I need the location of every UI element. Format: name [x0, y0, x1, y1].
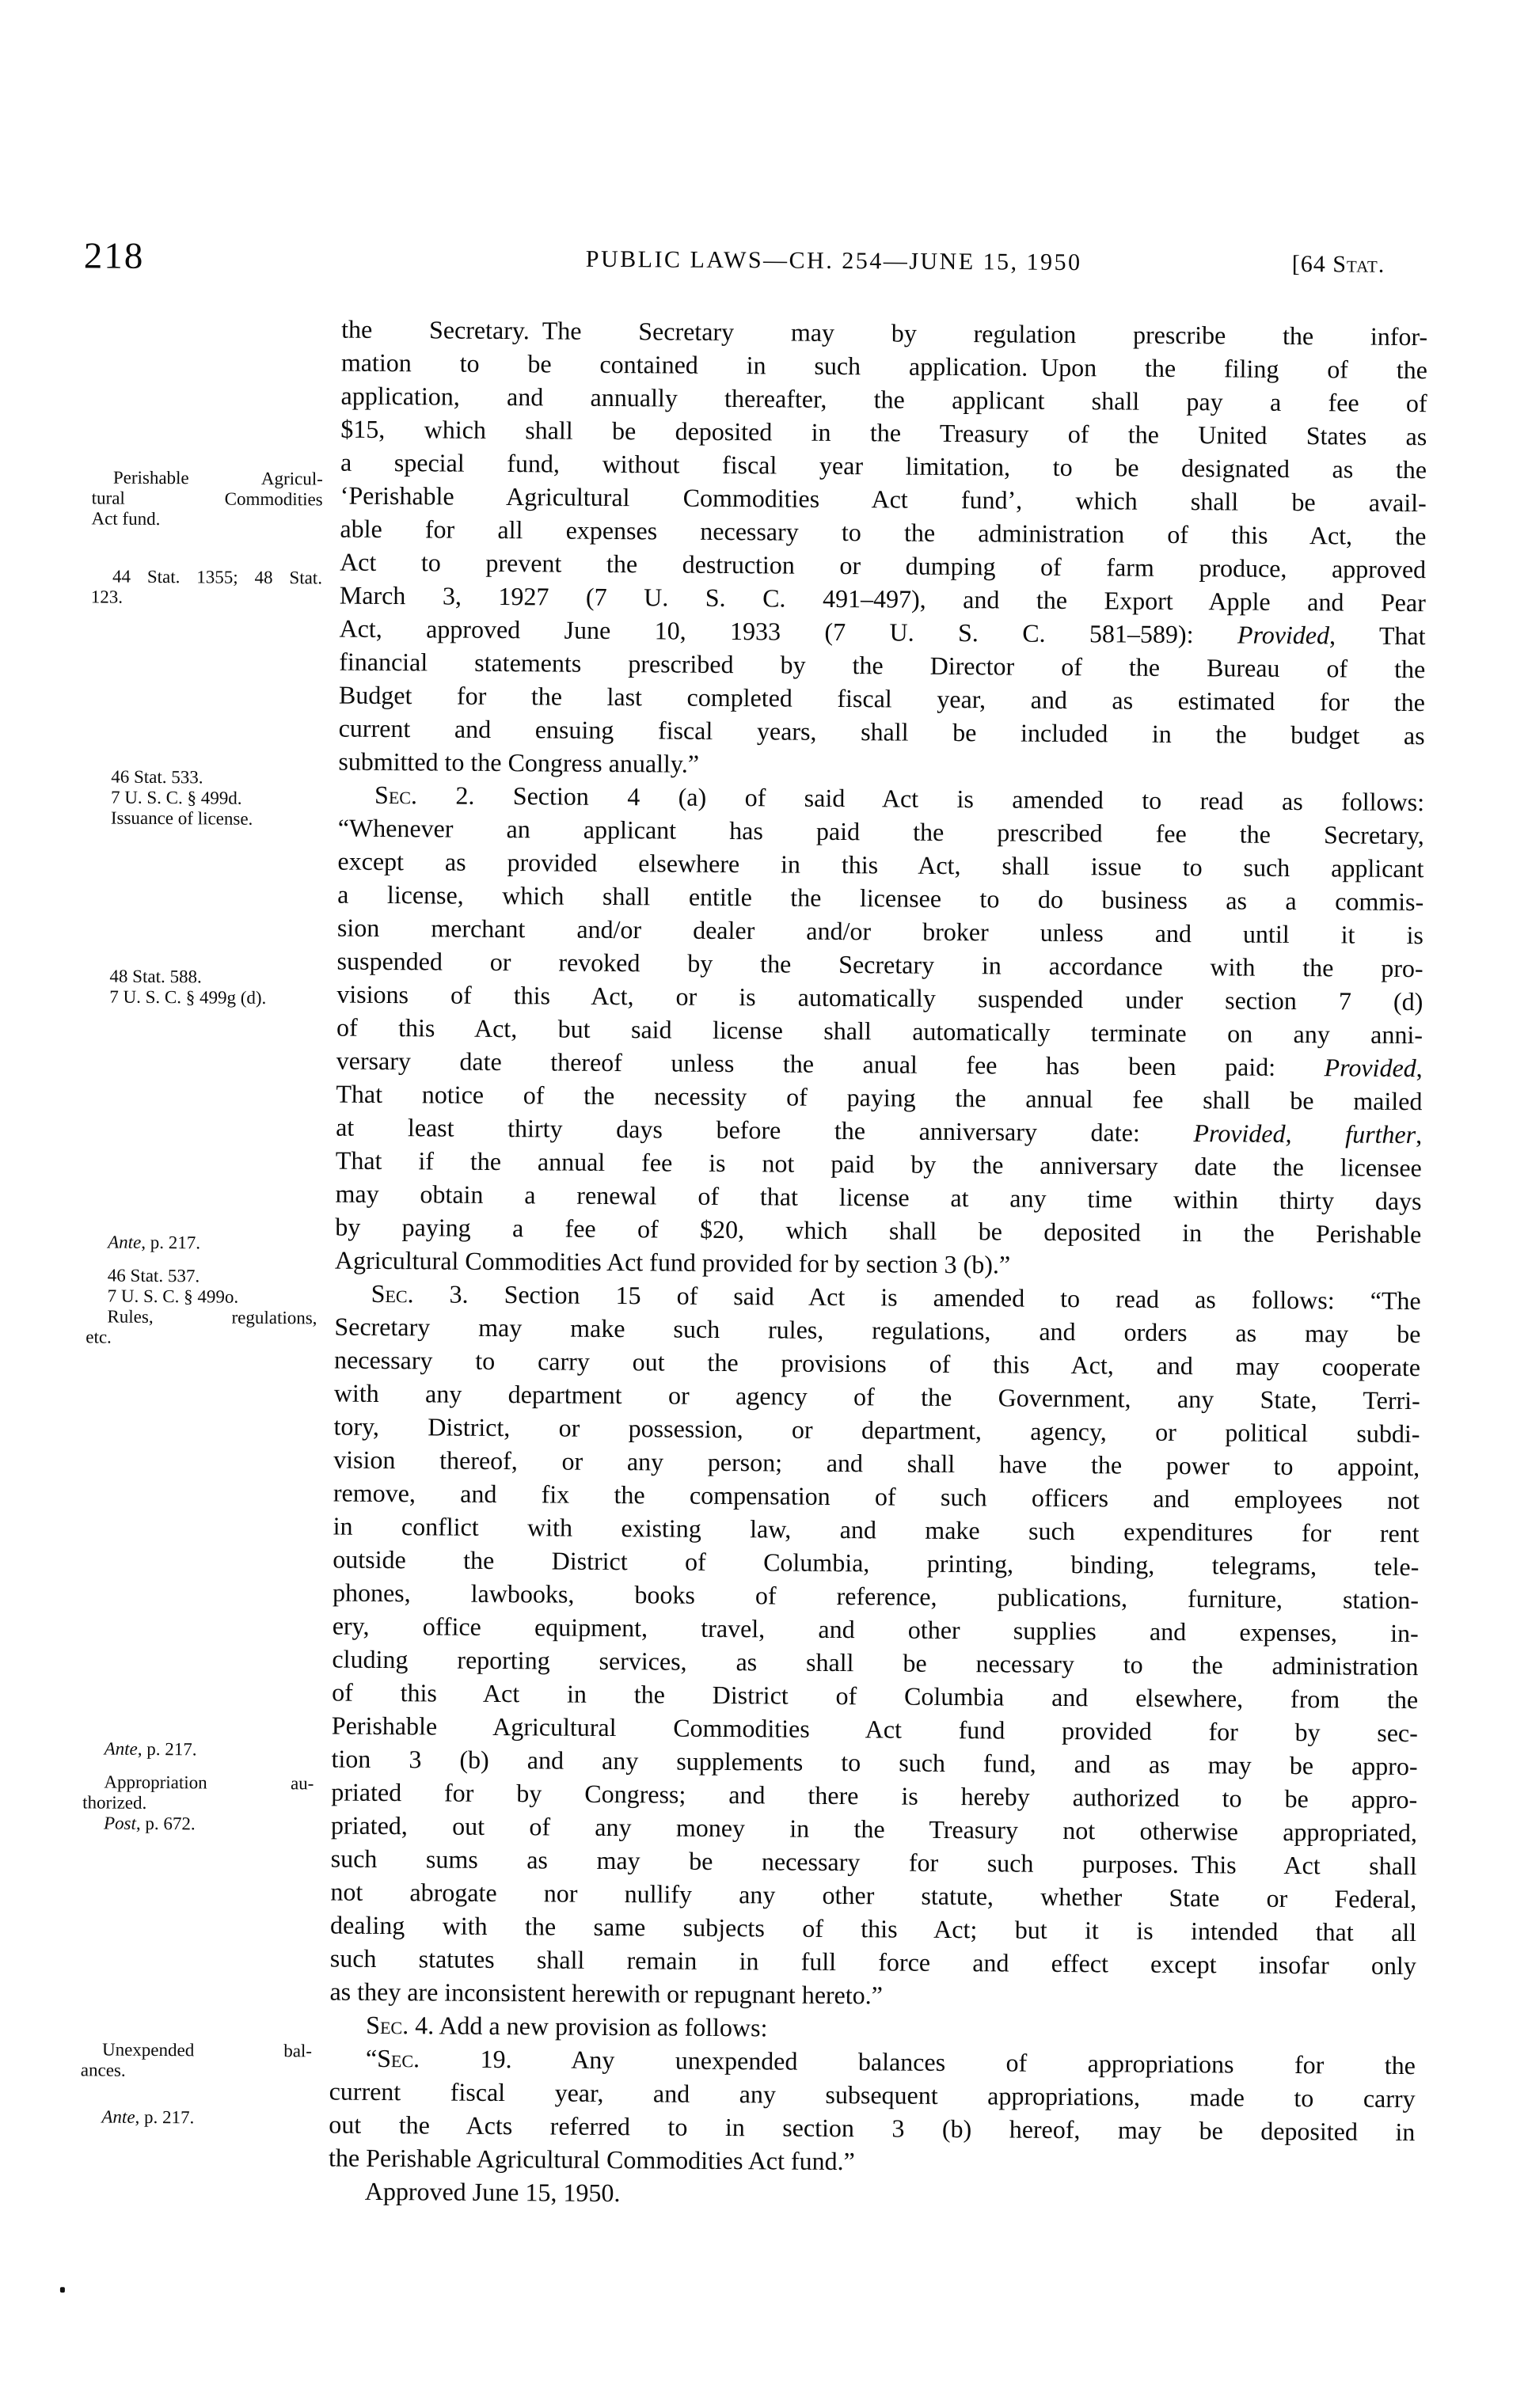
- margin-note-line: [82, 1792, 314, 1814]
- text-segment: tural Commodities: [91, 488, 323, 510]
- italic-text: Ante: [101, 2106, 135, 2127]
- text-segment: thorized.: [82, 1792, 147, 1813]
- text-segment: application, and annually thereafter, the applicant shall pay a fee of: [340, 381, 1427, 418]
- small-caps-text: Sec.: [371, 1278, 414, 1308]
- text-segment: may obtain a renewal of that license at any time within thirty days: [335, 1179, 1422, 1216]
- margin-note-line: [82, 1772, 314, 1794]
- text-segment: 123.: [90, 587, 124, 607]
- margin-note: [86, 1265, 317, 1349]
- small-caps-text: Sec.: [366, 2010, 409, 2040]
- margin-note-line: [83, 1738, 314, 1760]
- text-segment: able for all expenses necessary to the administration of this Act, the: [340, 514, 1427, 551]
- margin-note-line: [81, 2039, 312, 2061]
- margin-note-line: [86, 1265, 317, 1287]
- text-segment: Approved June 15, 1950.: [364, 2176, 621, 2208]
- text-segment: Act fund.: [91, 508, 161, 530]
- margin-note-line: [89, 766, 321, 788]
- text-segment: That notice of the necessity of paying the annual fee shall be mailed: [336, 1079, 1423, 1116]
- text-segment: priated for by Congress; and there is hereby authorized to be appro-: [331, 1777, 1418, 1814]
- margin-note: [91, 566, 322, 609]
- text-segment: tion 3 (b) and any supplements to such fund, and as may be appro-: [331, 1744, 1418, 1781]
- text-segment: Act, approved June 10, 1933 (7 U. S. C. 581–589):: [339, 613, 1238, 649]
- text-segment: of this Act, but said license shall automatically terminate on any anni-: [336, 1012, 1423, 1050]
- margin-note: [82, 1813, 314, 1835]
- text-segment: out the Acts referred to in section 3 (b) hereof, may be deposited in: [329, 2110, 1416, 2147]
- margin-note-line: [92, 467, 323, 489]
- margin-note: [89, 766, 321, 830]
- italic-text: Post: [103, 1813, 136, 1833]
- scan-artifact-speck: [60, 2287, 65, 2292]
- margin-note: [83, 1738, 314, 1760]
- text-segment: versary date thereof unless the anual fee has been paid:: [336, 1046, 1325, 1082]
- margin-note-line: [86, 1232, 317, 1254]
- text-segment: ,: [1416, 1054, 1423, 1083]
- page-number: 218: [83, 235, 145, 277]
- text-segment: $15, which shall be deposited in the Treasury of the United States as: [340, 414, 1427, 451]
- text-segment: 3. Section 15 of said Act is amended to read as follows: “The: [413, 1279, 1421, 1316]
- small-caps-text: Sec.: [377, 2043, 420, 2073]
- text-segment: 7 U. S. C. § 499o.: [107, 1286, 239, 1307]
- text-segment: “: [365, 2043, 378, 2072]
- text-segment: the Secretary. The Secretary may by regulation prescribe the infor-: [341, 314, 1428, 351]
- text-segment: Agricultural Commodities Act fund provided for by section 3 (b).”: [334, 1245, 1011, 1279]
- text-segment: of this Act in the District of Columbia and elsewhere, from the: [332, 1677, 1419, 1715]
- text-segment: 44 Stat. 1355; 48 Stat.: [112, 566, 323, 588]
- margin-note-line: [86, 1306, 317, 1328]
- text-segment: ,: [1416, 1120, 1423, 1149]
- text-segment: tory, District, or possession, or department, agency, or political subdi-: [333, 1411, 1420, 1449]
- text-segment: Issuance of license.: [110, 807, 253, 829]
- text-segment: phones, lawbooks, books of reference, publications, furniture, station-: [332, 1578, 1420, 1615]
- text-segment: outside the District of Columbia, printing, binding, telegrams, tele-: [333, 1544, 1420, 1582]
- text-segment: , p. 217.: [137, 1738, 197, 1760]
- italic-text: Provided: [1237, 620, 1330, 650]
- text-segment: ery, office equipment, travel, and other supplies and expenses, in-: [332, 1611, 1419, 1648]
- margin-note: [91, 467, 323, 530]
- text-segment: 48 Stat. 588.: [109, 966, 202, 987]
- text-segment: 46 Stat. 533.: [111, 766, 203, 788]
- margin-note: [82, 1772, 314, 1814]
- text-segment: the Perishable Agricultural Commodities Act fund.”: [328, 2143, 855, 2176]
- margin-note-line: [91, 508, 322, 530]
- text-segment: Perishable Agricul-: [112, 467, 323, 489]
- text-segment: Budget for the last completed fiscal year, and as estimated for the: [338, 680, 1426, 717]
- text-segment: visions of this Act, or is automatically suspended under section 7 (d): [336, 979, 1423, 1016]
- text-segment: Perishable Agricultural Commodities Act fund provided for by sec-: [331, 1711, 1418, 1748]
- text-segment: Secretary may make such rules, regulations, and orders as may be: [334, 1312, 1421, 1349]
- text-segment: 2. Section 4 (a) of said Act is amended to read as follows:: [416, 781, 1425, 817]
- margin-note-line: [89, 787, 321, 809]
- margin-note-line: [92, 488, 323, 510]
- text-segment: “Whenever an applicant has paid the prescribed fee the Secretary,: [337, 813, 1424, 850]
- text-segment: a license, which shall entitle the licensee to do business as a commis-: [337, 879, 1424, 917]
- text-segment: March 3, 1927 (7 U. S. C. 491–497), and the Export Apple and Pear: [339, 580, 1426, 617]
- text-segment: etc.: [86, 1327, 112, 1347]
- margin-note: [86, 1232, 317, 1254]
- margin-note-line: [86, 1286, 317, 1308]
- italic-text: Provided, further: [1193, 1119, 1416, 1149]
- text-segment: Act to prevent the destruction or dumping of farm produce, approved: [340, 547, 1427, 584]
- text-segment: mation to be contained in such application. Upon the filing of the: [340, 348, 1428, 385]
- text-segment: ances.: [80, 2060, 126, 2080]
- text-segment: Appropriation au-: [104, 1772, 314, 1794]
- text-segment: except as provided elsewhere in this Act, shall issue to such applicant: [337, 846, 1424, 883]
- margin-note: [81, 2039, 312, 2082]
- text-segment: suspended or revoked by the Secretary in accordance with the pro-: [336, 946, 1423, 983]
- text-segment: sion merchant and/or dealer and/or broker unless and until it is: [336, 913, 1424, 950]
- text-segment: necessary to carry out the provisions of this Act, and may cooperate: [333, 1345, 1421, 1382]
- text-segment: with any department or agency of the Government, any State, Terri-: [333, 1378, 1420, 1415]
- stat-volume-number: [64: [1291, 250, 1333, 278]
- italic-text: Ante: [104, 1738, 138, 1759]
- margin-note-line: [91, 587, 322, 609]
- text-segment: Rules, regulations,: [107, 1306, 317, 1328]
- margin-note: [80, 2106, 311, 2129]
- margin-note-line: [88, 966, 319, 988]
- text-segment: priated, out of any money in the Treasury not otherwise appropriated,: [330, 1810, 1418, 1848]
- text-segment: 19. Any unexpended balances of appropriations for the: [419, 2044, 1416, 2080]
- italic-text: Provided: [1324, 1053, 1416, 1083]
- stat-abbreviation: Stat.: [1332, 251, 1385, 278]
- stat-volume-reference: [1292, 251, 1385, 279]
- text-segment: a special fund, without fiscal year limitation, to be designated as the: [340, 447, 1427, 484]
- text-segment: That if the annual fee is not paid by the anniversary date the licensee: [335, 1145, 1422, 1183]
- margin-note: [88, 966, 319, 1008]
- text-segment: 7 U. S. C. § 499d.: [110, 787, 242, 808]
- running-header: PUBLIC LAWS—CH. 254—JUNE 15, 1950: [585, 245, 1082, 276]
- text-segment: financial statements prescribed by the Director of the Bureau of the: [339, 647, 1426, 684]
- text-segment: , p. 217.: [135, 2106, 195, 2128]
- text-segment: at least thirty days before the anniversary date:: [336, 1112, 1194, 1148]
- text-segment: Unexpended bal-: [101, 2039, 313, 2061]
- text-segment: submitted to the Congress anually.”: [338, 746, 700, 778]
- text-segment: current fiscal year, and any subsequent appropriations, made to carry: [329, 2076, 1416, 2114]
- body-line: [329, 2174, 1415, 2216]
- text-segment: by paying a fee of $20, which shall be deposited in the Perishable: [335, 1212, 1422, 1249]
- text-segment: dealing with the same subjects of this Act; but it is intended that all: [330, 1910, 1417, 1947]
- text-segment: vision thereof, or any person; and shall have the power to appoint,: [333, 1445, 1420, 1482]
- text-segment: , That: [1328, 621, 1426, 651]
- text-segment: cluding reporting services, as shall be necessary to the administration: [332, 1644, 1419, 1681]
- margin-note-line: [81, 2060, 312, 2082]
- text-segment: 46 Stat. 537.: [107, 1265, 200, 1286]
- text-segment: such sums as may be necessary for such purposes. This Act shall: [330, 1844, 1417, 1881]
- text-segment: 7 U. S. C. § 499g (d).: [109, 986, 267, 1008]
- margin-note-line: [80, 2106, 311, 2129]
- text-segment: 4. Add a new provision as follows:: [409, 2011, 768, 2042]
- margin-note-line: [91, 566, 322, 588]
- text-segment: as they are inconsistent herewith or repugnant hereto.”: [329, 1977, 884, 2010]
- text-segment: in conflict with existing law, and make such expenditures for rent: [333, 1511, 1420, 1548]
- margin-note-line: [86, 1327, 317, 1349]
- text-segment: remove, and fix the compensation of such officers and employees not: [333, 1478, 1420, 1515]
- text-segment: ‘Perishable Agricultural Commodities Act fund’, which shall be avail-: [340, 480, 1427, 518]
- margin-note-line: [82, 1813, 314, 1835]
- text-segment: , p. 672.: [135, 1813, 196, 1834]
- statute-body-text: [329, 313, 1428, 2216]
- text-segment: such statutes shall remain in full force and effect except insofar only: [329, 1943, 1416, 1981]
- small-caps-text: Sec.: [374, 780, 418, 810]
- margin-note-line: [89, 807, 321, 830]
- margin-note-line: [88, 986, 319, 1008]
- text-segment: , p. 217.: [141, 1232, 201, 1253]
- margin-notes-column: [78, 0, 326, 2408]
- text-segment: current and ensuing fiscal years, shall be included in the budget as: [338, 713, 1425, 750]
- italic-text: Ante: [108, 1232, 142, 1252]
- text-segment: not abrogate nor nullify any other statute, whether State or Federal,: [330, 1877, 1417, 1914]
